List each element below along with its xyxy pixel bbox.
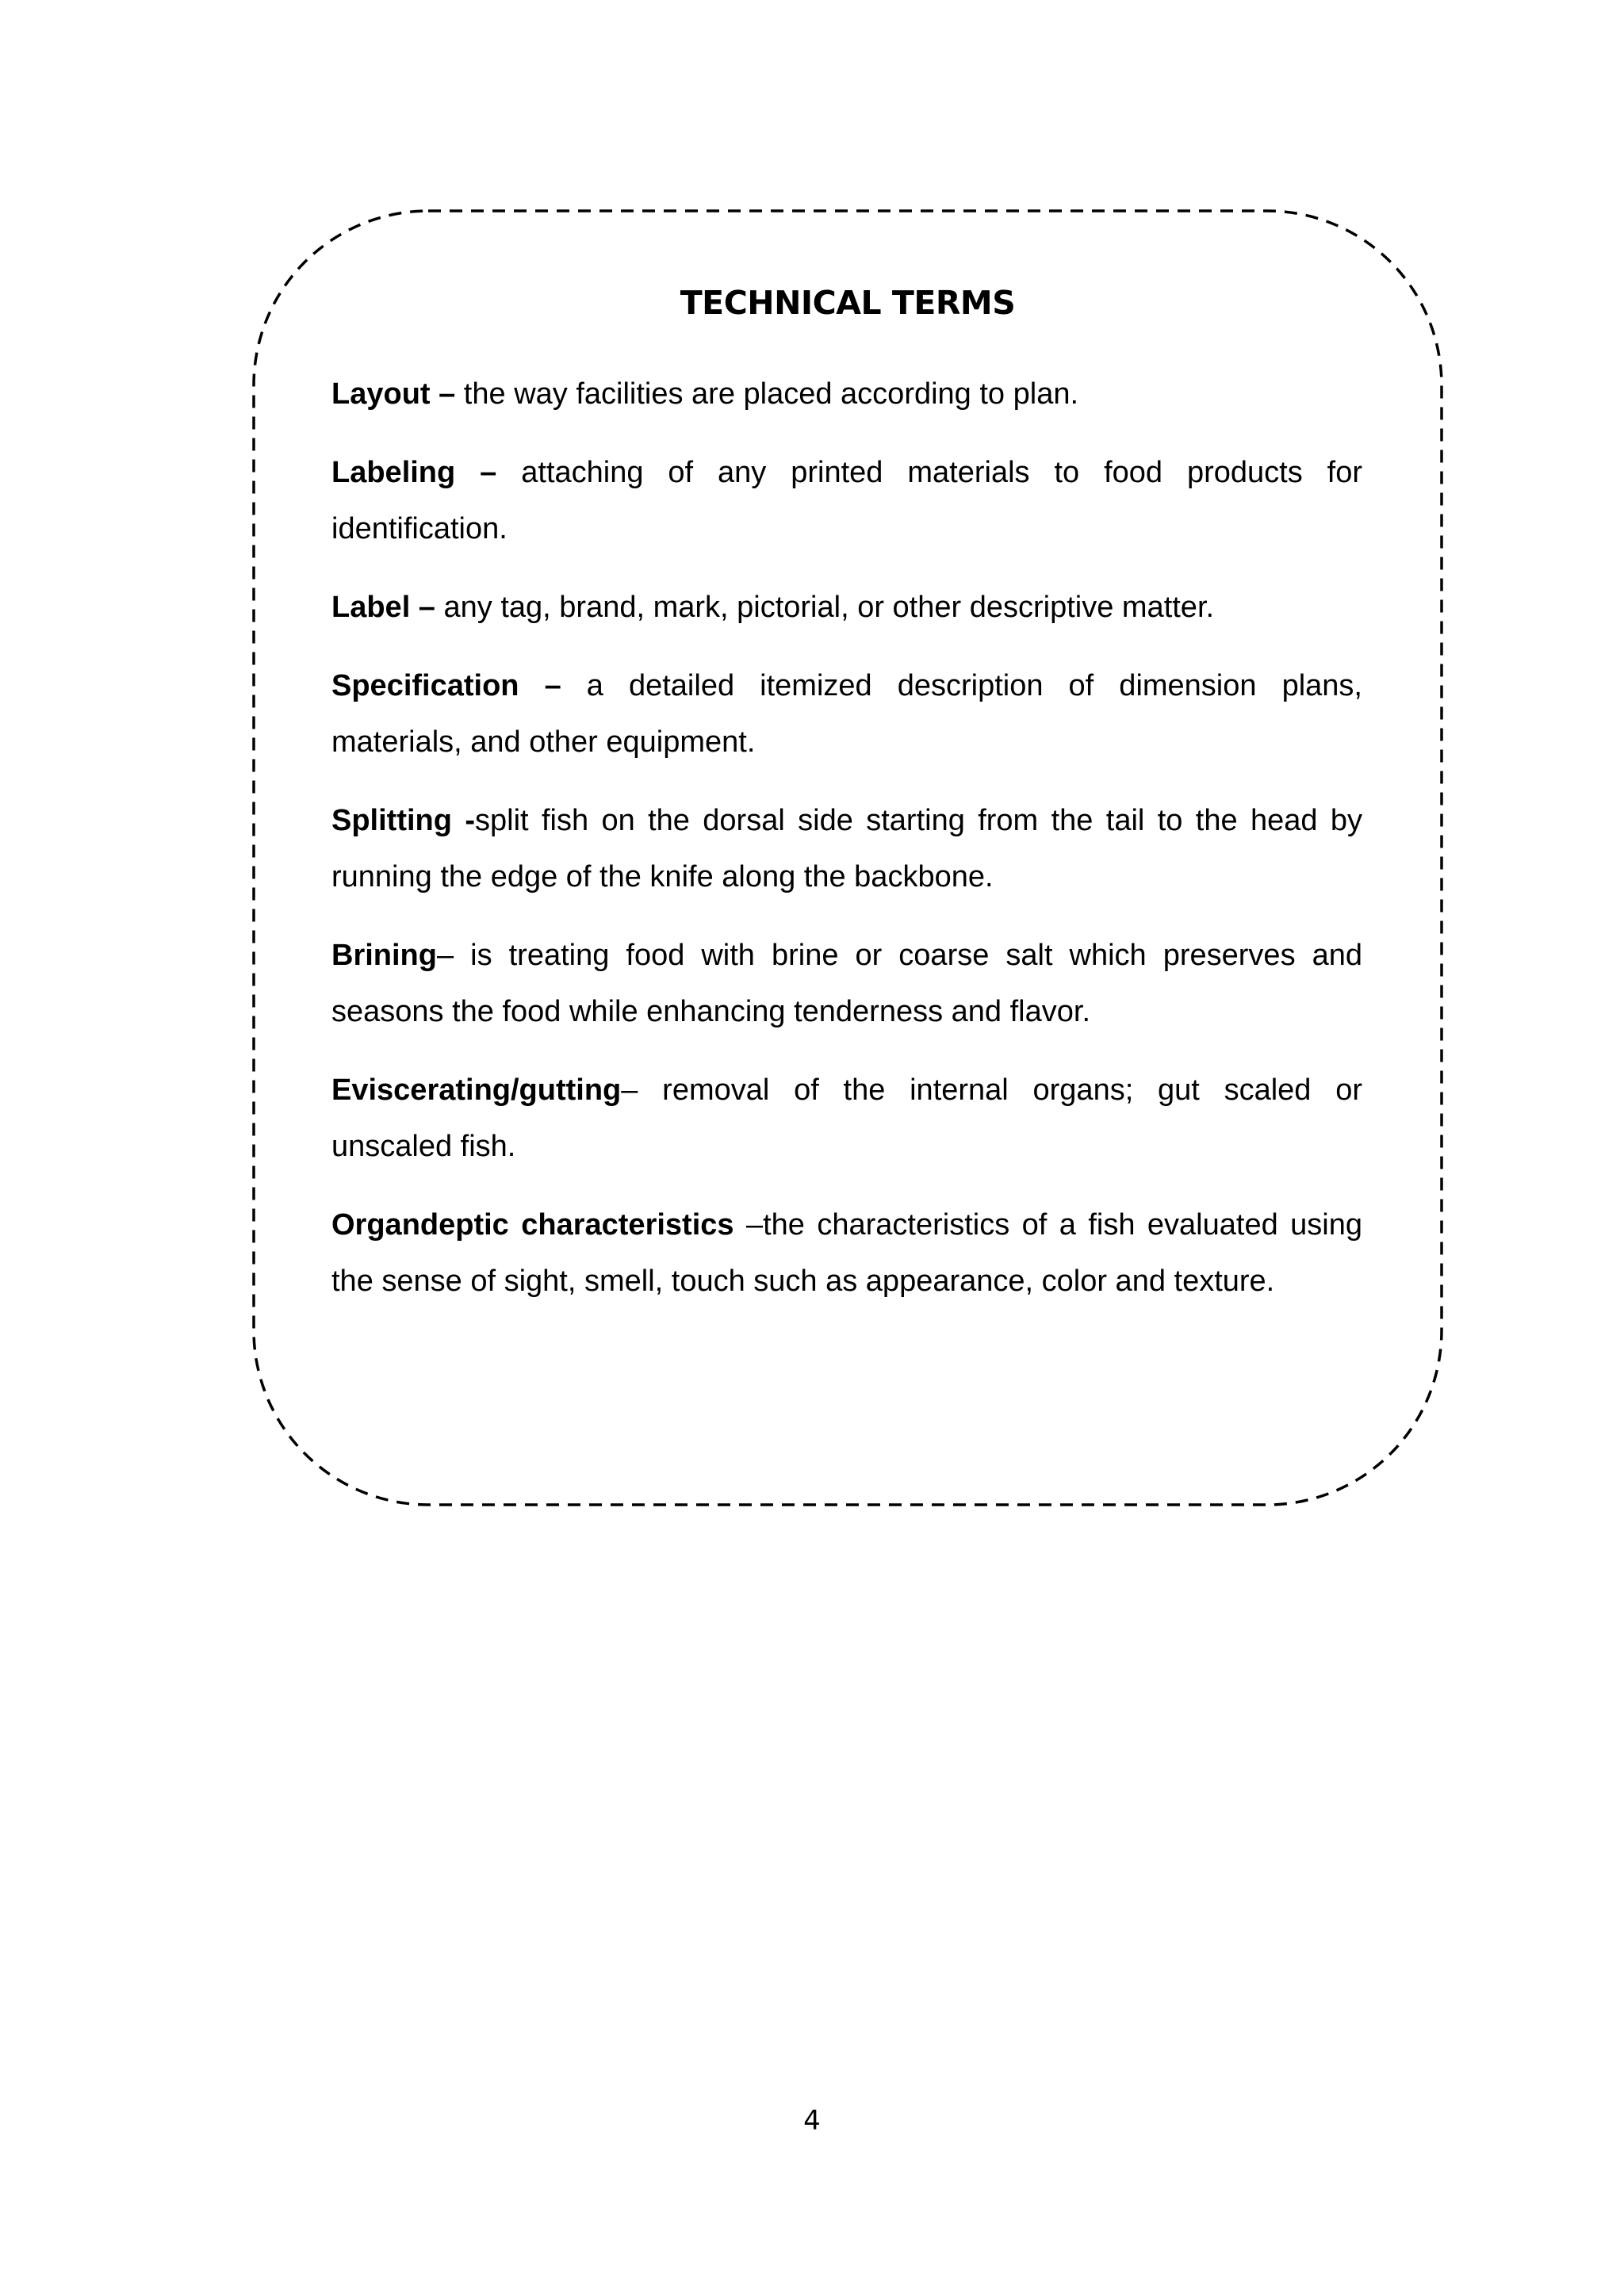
term-name: Brining <box>331 939 437 972</box>
term-item-specification <box>331 658 1362 771</box>
term-definition: – is treating food with brine or coarse salt which preserves and seasons the food while enhancing tenderness and flavor. <box>331 939 1362 1028</box>
term-item-layout <box>331 366 1362 423</box>
term-definition: –the characteristics of a fish evaluated using the sense of sight, smell, touch such as appearance, color and texture. <box>331 1208 1362 1298</box>
term-name: Layout – <box>331 377 456 411</box>
term-name: Label – <box>331 591 435 624</box>
term-item-eviscerating <box>331 1062 1362 1175</box>
term-item-labeling <box>331 445 1362 557</box>
term-item-label <box>331 580 1362 636</box>
term-name: Specification – <box>331 669 561 702</box>
section-title: TECHNICAL TERMS <box>680 284 1016 322</box>
term-item-organdeptic <box>331 1197 1362 1310</box>
term-name: Eviscerating/gutting <box>331 1073 622 1107</box>
terms-list <box>331 366 1362 1310</box>
term-definition: – removal of the internal organs; gut scaled or unscaled fish. <box>331 1073 1362 1163</box>
term-definition: attaching of any printed materials to food products for identification. <box>331 456 1363 545</box>
term-name: Organdeptic characteristics <box>331 1208 734 1242</box>
term-definition: any tag, brand, mark, pictorial, or other descriptive matter. <box>435 591 1215 624</box>
term-definition: a detailed itemized description of dimension plans, materials, and other equipment. <box>331 669 1362 759</box>
page-number: 4 <box>803 2105 821 2137</box>
term-item-brining <box>331 928 1362 1040</box>
term-name: Labeling – <box>331 456 497 489</box>
term-definition: the way facilities are placed according to plan. <box>455 377 1079 411</box>
term-definition: split fish on the dorsal side starting from the tail to the head by running the edge of the knife along the backbone. <box>331 804 1362 894</box>
term-item-splitting <box>331 793 1362 905</box>
term-name: Splitting - <box>331 804 475 837</box>
